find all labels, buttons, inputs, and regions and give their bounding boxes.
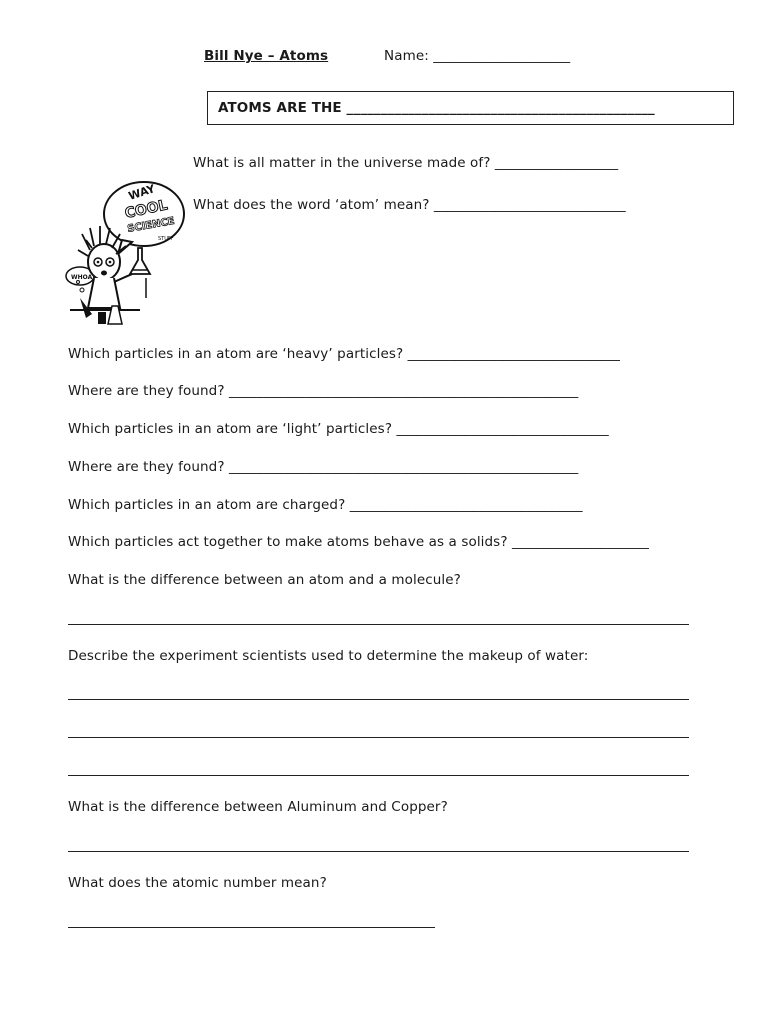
question-solids[interactable]: Which particles act together to make atoms behave as a solids? ____________________ (68, 534, 649, 550)
banner-box (207, 91, 734, 125)
bubble-word-cool: COOL (123, 197, 169, 222)
answer-line[interactable] (68, 737, 689, 738)
answer-line[interactable] (68, 775, 689, 776)
question-aluminum-copper: What is the difference between Aluminum and Copper? (68, 799, 448, 815)
question-atom-meaning[interactable]: What does the word ‘atom’ mean? ____________________________ (193, 197, 626, 213)
scientist-clipart-icon (60, 178, 192, 330)
question-atom-vs-molecule: What is the difference between an atom and a molecule? (68, 572, 461, 588)
bubble-word-stuff: STUFF (158, 236, 174, 242)
answer-line[interactable] (68, 699, 689, 700)
question-atomic-number: What does the atomic number mean? (68, 875, 327, 891)
answer-line[interactable] (68, 624, 689, 625)
banner-text[interactable]: ATOMS ARE THE _____________________________________________ (218, 100, 655, 116)
question-heavy-particles[interactable]: Which particles in an atom are ‘heavy’ particles? _______________________________ (68, 346, 621, 362)
svg-text:WHOA: WHOA (71, 274, 93, 281)
answer-line[interactable] (68, 851, 689, 852)
question-charged-particles[interactable]: Which particles in an atom are charged? __________________________________ (68, 497, 583, 513)
worksheet-title: Bill Nye – Atoms (204, 48, 329, 64)
question-light-particles[interactable]: Which particles in an atom are ‘light’ particles? _______________________________ (68, 421, 609, 437)
bubble-word-science: SCIENCE (126, 215, 176, 235)
question-heavy-location[interactable]: Where are they found? ___________________________________________________ (68, 383, 579, 399)
name-field-label[interactable]: Name: ____________________ (384, 48, 571, 64)
question-water-experiment: Describe the experiment scientists used to determine the makeup of water: (68, 648, 589, 664)
bubble-word-way: WAY (126, 182, 157, 203)
question-light-location[interactable]: Where are they found? ___________________________________________________ (68, 459, 579, 475)
question-matter[interactable]: What is all matter in the universe made of? __________________ (193, 155, 619, 171)
answer-line[interactable] (68, 927, 435, 928)
